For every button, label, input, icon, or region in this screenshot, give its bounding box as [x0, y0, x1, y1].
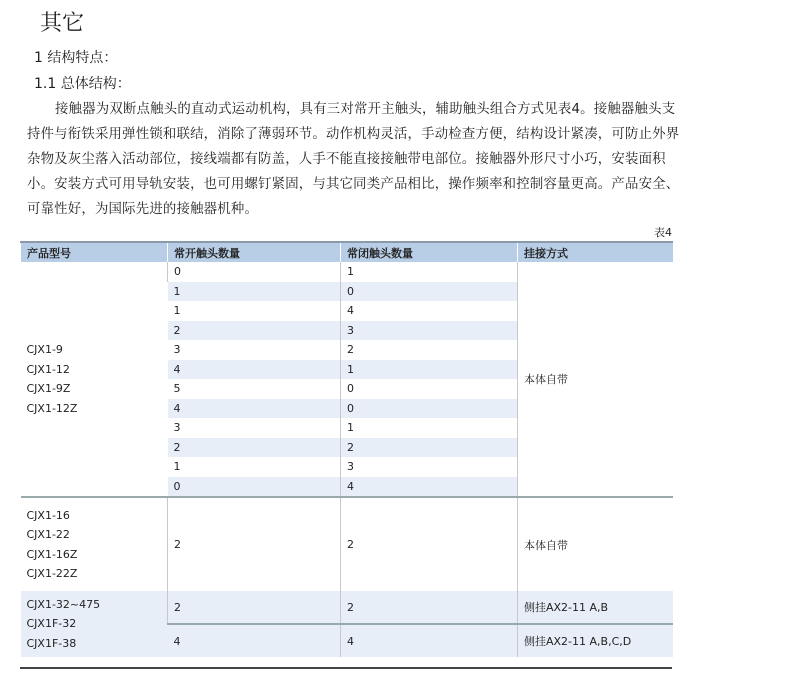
model-list: [21, 262, 168, 497]
nc-count: 3: [341, 321, 518, 341]
no-count: 2: [168, 591, 341, 624]
model-list: [21, 591, 168, 657]
nc-count: 2: [341, 438, 518, 458]
page-title: 其它: [40, 11, 85, 36]
table-caption: 表4: [654, 226, 672, 239]
model: CJX1-22Z: [26, 567, 78, 580]
model: CJX1-12Z: [26, 401, 78, 415]
table-row: [21, 497, 673, 591]
no-count: 2: [168, 321, 341, 341]
model-list: [21, 497, 168, 591]
model: CJX1-9Z: [26, 382, 71, 395]
mount-type: 侧挂AX2-11 A,B: [518, 591, 673, 624]
no-count: 0: [168, 262, 341, 282]
mount-type: 本体自带: [518, 262, 673, 497]
model: CJX1-12: [26, 362, 70, 376]
nc-count: 4: [341, 301, 518, 321]
no-count: 4: [168, 399, 341, 419]
table-row: [21, 262, 673, 282]
nc-count: 4: [341, 624, 518, 657]
nc-count: 0: [341, 399, 518, 419]
model: CJX1-22: [26, 528, 70, 541]
model: CJX1F-38: [26, 636, 77, 650]
nc-count: 1: [341, 262, 518, 282]
section-heading: 1 结构特点：: [34, 50, 118, 66]
model: CJX1-9: [26, 343, 63, 356]
nc-count: 2: [341, 497, 518, 591]
mount-type: 本体自带: [518, 497, 673, 591]
no-count: 1: [173, 460, 181, 474]
table-bottom-rule: [20, 667, 672, 669]
nc-count: 1: [341, 360, 518, 380]
description-paragraph: 接触器为双断点触头的直动式运动机构，具有三对常开主触头，辅助触头组合方式见表4。接触器触头支持件与衔铁采用弹性锁和联结，消除了薄弱环节。动作机构灵活，手动检查方便，结构设计紧凑，可防止外界杂物及灰尘落入活动部位，接线端都有防盖，人手不能直接接触带电部位。接触器外形尺寸小巧，安装面积小。安装方式可用导轨安装，也可用螺钉紧固，与其它同类产品相比，操作频率和控制容量更高。产品安全、可靠性好，为国际先进的接触器机种。: [27, 102, 680, 217]
nc-count: 3: [341, 457, 518, 477]
no-count: 1: [168, 282, 341, 302]
mount-type: 侧挂AX2-11 A,B,C,D: [518, 624, 673, 657]
nc-count: 0: [341, 282, 518, 302]
header-nc-count: 常闭触头数量: [341, 242, 518, 262]
no-count: 3: [173, 343, 181, 357]
no-count: 5: [173, 382, 181, 396]
table-row: [21, 591, 673, 624]
no-count: 1: [173, 304, 181, 318]
header-mount: 挂接方式: [518, 242, 673, 262]
nc-count: 2: [341, 591, 518, 624]
subsection-heading: 1.1 总体结构：: [34, 76, 131, 92]
table-header-row: [21, 242, 673, 262]
no-count: 2: [168, 497, 341, 591]
contact-config-table: [20, 241, 673, 657]
no-count: 4: [168, 360, 341, 380]
header-no-count: 常开触头数量: [168, 242, 341, 262]
nc-count: 1: [341, 418, 518, 438]
nc-count: 4: [341, 477, 518, 498]
no-count: 0: [168, 477, 341, 498]
no-count: 3: [173, 421, 181, 435]
model: CJX1-16: [26, 508, 70, 522]
model: CJX1F-32: [26, 617, 77, 631]
nc-count: 0: [341, 379, 518, 399]
no-count: 4: [168, 624, 341, 657]
header-model: 产品型号: [21, 242, 168, 262]
no-count: 2: [168, 438, 341, 458]
model: CJX1-16Z: [26, 547, 78, 561]
nc-count: 2: [341, 340, 518, 360]
model: CJX1-32~475: [26, 597, 101, 611]
